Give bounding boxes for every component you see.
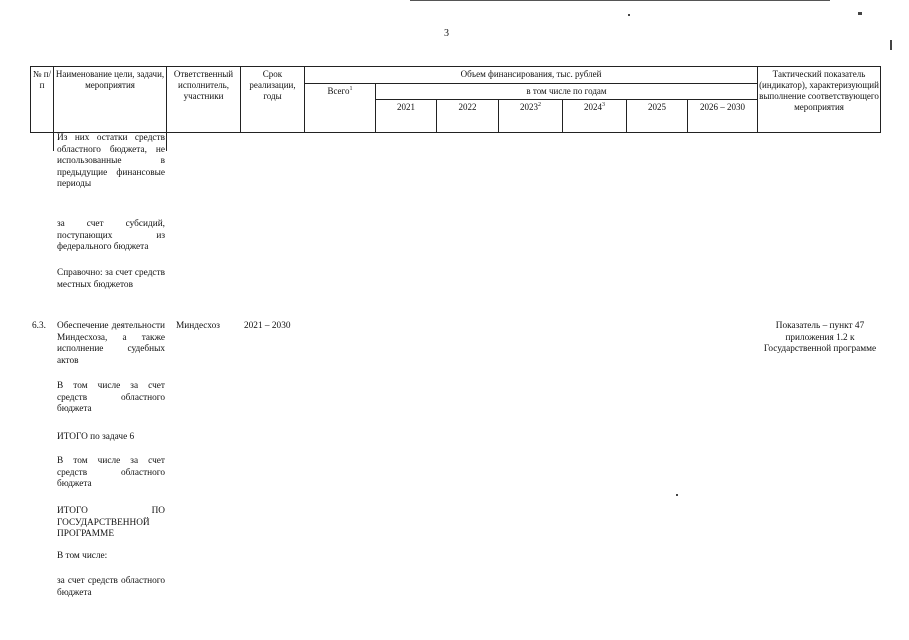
- header-year: 2024$^3$: [562, 99, 627, 133]
- top-rule: [410, 0, 830, 1]
- header-num: № п/п: [30, 66, 54, 133]
- header-total: Всего$^1$: [304, 83, 376, 133]
- header-indicator: Тактический показатель (индикатор), характеризующий выполнение соответствующего мероприятия: [757, 66, 881, 133]
- header-year: 2026 – 2030: [687, 99, 758, 133]
- header-year: 2023$^2$: [498, 99, 563, 133]
- header-year: 2025: [626, 99, 688, 133]
- row-label: В том числе:: [57, 551, 108, 561]
- scan-speck: [676, 494, 678, 496]
- row-label: за счет субсидий, поступающих из федерального бюджета: [57, 219, 165, 252]
- row-label: ИТОГО ПО ГОСУДАРСТВЕННОЙ ПРОГРАММЕ: [57, 506, 165, 539]
- row-indicator: Показатель – пункт 47 приложения 1.2 к Государственной программе: [763, 321, 877, 354]
- header-name: Наименование цели, задачи, мероприятия: [53, 66, 167, 133]
- header-year: 2022: [436, 99, 499, 133]
- column-divider: [53, 133, 54, 151]
- row-label: ИТОГО по задаче 6: [57, 432, 135, 442]
- row-label: за счет средств областного бюджета: [57, 576, 165, 598]
- header-executor: Ответственный исполнитель, участники: [166, 66, 241, 133]
- header-period: Срок реализации, годы: [240, 66, 305, 133]
- row-label: В том числе за счет средств областного бюджета: [57, 381, 165, 414]
- header-year: 2021: [375, 99, 437, 133]
- row-label: Из них остатки средств областного бюджета, не использованные в предыдущие финансовые периоды: [57, 133, 165, 189]
- row-number: 6.3.: [32, 321, 46, 331]
- row-label: Справочно: за счет средств местных бюджетов: [57, 268, 165, 290]
- row-period: 2021 – 2030: [244, 321, 291, 331]
- row-label: Обеспечение деятельности Миндесхоза, а также исполнение судебных актов: [57, 321, 165, 366]
- header-funding: Объем финансирования, тыс. рублей: [304, 66, 758, 84]
- scan-speck: [628, 14, 630, 16]
- column-divider: [166, 133, 167, 151]
- scan-speck: [858, 12, 862, 15]
- page-number: 3: [444, 28, 449, 39]
- row-executor: Миндесхоз: [176, 321, 220, 331]
- scan-speck: [890, 40, 892, 50]
- row-label: В том числе за счет средств областного бюджета: [57, 456, 165, 489]
- header-by-years: в том числе по годам: [375, 83, 758, 100]
